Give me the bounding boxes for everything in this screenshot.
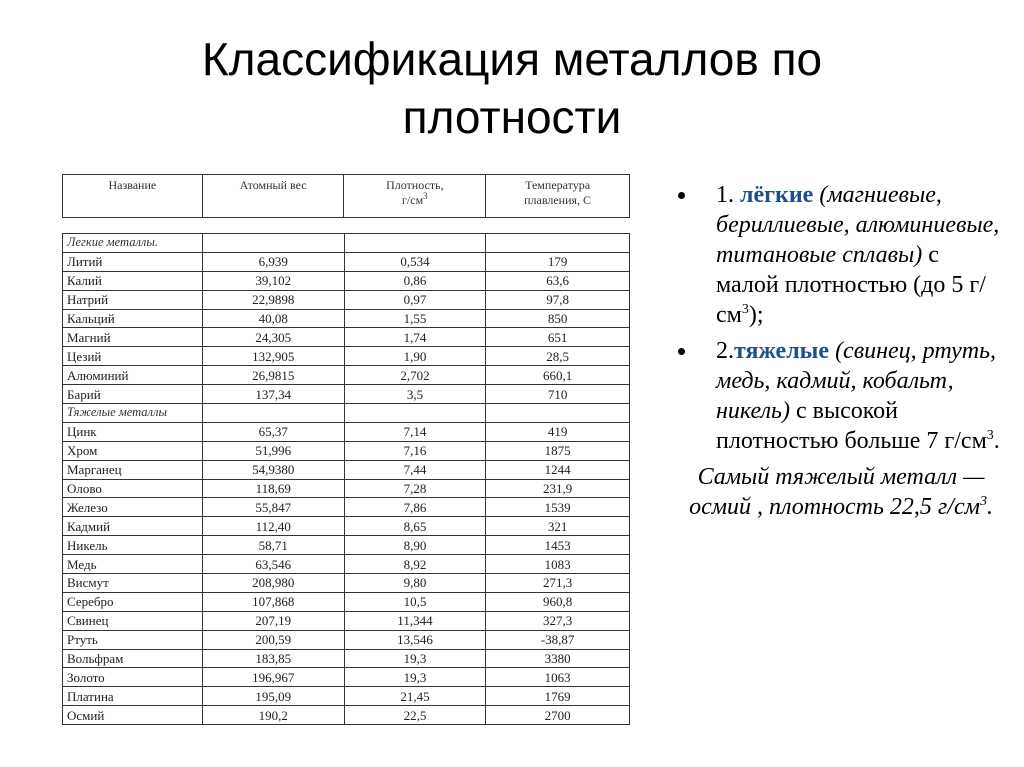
table-row — [63, 309, 630, 328]
metal-name-cell: Литий — [63, 252, 203, 271]
header-name: Название — [63, 175, 203, 218]
group-heavy-metals — [63, 404, 630, 423]
bullet-1-examples: (магниевые, бериллиевые, алюминиевые, титановые сплавы) — [716, 182, 1000, 268]
density-cell: 10,5 — [344, 592, 486, 611]
melting-temp-cell: -38,87 — [486, 630, 630, 649]
atomic-weight-cell: 190,2 — [202, 706, 344, 725]
metals-density-table — [58, 170, 634, 732]
atomic-weight-cell: 26,9815 — [202, 366, 344, 385]
atomic-weight-cell: 112,40 — [202, 517, 344, 536]
table-row — [63, 290, 630, 309]
melting-temp-cell: 321 — [486, 517, 630, 536]
bullet-light-metals — [676, 180, 1006, 330]
table-row — [63, 630, 630, 649]
density-cell: 2,702 — [344, 366, 486, 385]
metal-name-cell: Алюминий — [63, 366, 203, 385]
bullet-dot-icon — [678, 348, 685, 355]
density-cell: 19,3 — [344, 649, 486, 668]
metal-name-cell: Магний — [63, 328, 203, 347]
slide-title-line-2: плотности — [402, 91, 622, 143]
melting-temp-cell: 1244 — [486, 460, 630, 479]
table-header — [62, 174, 630, 218]
density-cell: 1,55 — [344, 309, 486, 328]
melting-temp-cell: 271,3 — [486, 574, 630, 593]
table-row — [63, 536, 630, 555]
bullet-2-sup: 3 — [986, 428, 994, 443]
metal-name-cell: Серебро — [63, 592, 203, 611]
header-density-unit: г/см — [401, 193, 424, 207]
metal-name-cell: Калий — [63, 271, 203, 290]
density-cell: 7,16 — [344, 441, 486, 460]
density-cell: 8,90 — [344, 536, 486, 555]
atomic-weight-cell: 6,939 — [202, 252, 344, 271]
atomic-weight-cell: 208,980 — [202, 574, 344, 593]
bullet-2-end: . — [993, 428, 1000, 454]
metal-name-cell: Медь — [63, 555, 203, 574]
melting-temp-cell: 179 — [486, 252, 630, 271]
melting-temp-cell: 1453 — [486, 536, 630, 555]
atomic-weight-cell: 200,59 — [202, 630, 344, 649]
table-row — [63, 460, 630, 479]
atomic-weight-cell: 39,102 — [202, 271, 344, 290]
melting-temp-cell: 63,6 — [486, 271, 630, 290]
osmium-note-end: . — [986, 494, 993, 520]
density-cell: 19,3 — [344, 668, 486, 687]
table-row — [63, 706, 630, 725]
density-cell: 22,5 — [344, 706, 486, 725]
density-cell: 8,92 — [344, 555, 486, 574]
metal-name-cell: Кальций — [63, 309, 203, 328]
table-row — [63, 252, 630, 271]
table-row — [63, 347, 630, 366]
metal-name-cell: Золото — [63, 668, 203, 687]
metal-name-cell: Вольфрам — [63, 649, 203, 668]
atomic-weight-cell: 55,847 — [202, 498, 344, 517]
melting-temp-cell: 3380 — [486, 649, 630, 668]
density-cell: 13,546 — [344, 630, 486, 649]
empty-cell — [202, 404, 344, 423]
metal-name-cell: Хром — [63, 441, 203, 460]
table-row — [63, 271, 630, 290]
empty-cell — [344, 234, 486, 253]
table-row — [63, 441, 630, 460]
density-cell: 7,86 — [344, 498, 486, 517]
melting-temp-cell: 1539 — [486, 498, 630, 517]
group-heavy-metals-label: Тяжелые металлы — [63, 404, 203, 423]
empty-cell — [202, 234, 344, 253]
empty-cell — [344, 404, 486, 423]
atomic-weight-cell: 207,19 — [202, 611, 344, 630]
density-cell: 3,5 — [344, 385, 486, 404]
table-row — [63, 592, 630, 611]
metal-name-cell: Ртуть — [63, 630, 203, 649]
melting-temp-cell: 710 — [486, 385, 630, 404]
osmium-note-text: Самый тяжелый металл — осмий , плотность 22,5 г/см — [689, 464, 985, 520]
atomic-weight-cell: 22,9898 — [202, 290, 344, 309]
melting-temp-cell: 850 — [486, 309, 630, 328]
melting-temp-cell: 1769 — [486, 687, 630, 706]
header-melting-line-1: Температура — [525, 178, 591, 192]
density-cell: 0,97 — [344, 290, 486, 309]
melting-temp-cell: 651 — [486, 328, 630, 347]
atomic-weight-cell: 51,996 — [202, 441, 344, 460]
atomic-weight-cell: 58,71 — [202, 536, 344, 555]
melting-temp-cell: 327,3 — [486, 611, 630, 630]
density-cell: 0,534 — [344, 252, 486, 271]
table-row — [63, 574, 630, 593]
table-row — [63, 385, 630, 404]
melting-temp-cell: 1063 — [486, 668, 630, 687]
bullet-2-number: 2. — [716, 338, 734, 364]
bullet-heavy-metals — [676, 336, 1006, 456]
table-row — [63, 668, 630, 687]
osmium-note-sup: 3 — [979, 494, 987, 509]
atomic-weight-cell: 24,305 — [202, 328, 344, 347]
empty-cell — [486, 234, 630, 253]
group-light-metals — [63, 234, 630, 253]
bullet-2-text: с высокой плотностью больше 7 г/см — [716, 398, 987, 454]
atomic-weight-cell: 40,08 — [202, 309, 344, 328]
slide-title-line-1: Классификация металлов по — [201, 33, 823, 85]
metal-name-cell: Свинец — [63, 611, 203, 630]
metal-name-cell: Кадмий — [63, 517, 203, 536]
metal-name-cell: Барий — [63, 385, 203, 404]
density-cell: 7,14 — [344, 422, 486, 441]
atomic-weight-cell: 65,37 — [202, 422, 344, 441]
density-cell: 1,74 — [344, 328, 486, 347]
melting-temp-cell: 660,1 — [486, 366, 630, 385]
table-row — [63, 555, 630, 574]
table-row — [63, 328, 630, 347]
melting-temp-cell: 28,5 — [486, 347, 630, 366]
density-cell: 0,86 — [344, 271, 486, 290]
table-row — [63, 517, 630, 536]
density-cell: 7,44 — [344, 460, 486, 479]
metal-name-cell: Цезий — [63, 347, 203, 366]
metal-name-cell: Висмут — [63, 574, 203, 593]
melting-temp-cell: 97,8 — [486, 290, 630, 309]
bullet-1-sup: 3 — [741, 302, 749, 317]
bullet-2-examples: (свинец, ртуть, медь, кадмий, кобальт, никель) — [716, 338, 997, 424]
table-row — [63, 649, 630, 668]
melting-temp-cell: 960,8 — [486, 592, 630, 611]
metal-name-cell: Цинк — [63, 422, 203, 441]
density-cell: 9,80 — [344, 574, 486, 593]
table-row — [63, 422, 630, 441]
table-row — [63, 687, 630, 706]
melting-temp-cell: 231,9 — [486, 479, 630, 498]
density-cell: 11,344 — [344, 611, 486, 630]
metal-name-cell: Олово — [63, 479, 203, 498]
osmium-note — [676, 462, 1006, 522]
bullet-1-text: с малой плотностью (до 5 г/см — [716, 242, 986, 328]
empty-cell — [486, 404, 630, 423]
atomic-weight-cell: 118,69 — [202, 479, 344, 498]
header-melting-temp — [486, 175, 630, 218]
density-cell: 1,90 — [344, 347, 486, 366]
melting-temp-cell: 1875 — [486, 441, 630, 460]
header-atomic-weight: Атомный вес — [202, 175, 344, 218]
metal-name-cell: Никель — [63, 536, 203, 555]
table-row — [63, 366, 630, 385]
bullet-dot-icon — [678, 192, 685, 199]
metal-name-cell: Натрий — [63, 290, 203, 309]
table-row — [63, 611, 630, 630]
bullet-list — [676, 180, 1006, 522]
header-melting-line-2: плавления, С — [524, 193, 592, 207]
atomic-weight-cell: 195,09 — [202, 687, 344, 706]
bullet-1-number: 1. — [716, 182, 740, 208]
density-cell: 21,45 — [344, 687, 486, 706]
metal-name-cell: Марганец — [63, 460, 203, 479]
atomic-weight-cell: 132,905 — [202, 347, 344, 366]
melting-temp-cell: 1083 — [486, 555, 630, 574]
header-density — [344, 175, 486, 218]
table-row — [63, 498, 630, 517]
density-cell: 7,28 — [344, 479, 486, 498]
density-cell: 8,65 — [344, 517, 486, 536]
atomic-weight-cell: 63,546 — [202, 555, 344, 574]
atomic-weight-cell: 54,9380 — [202, 460, 344, 479]
melting-temp-cell: 419 — [486, 422, 630, 441]
metal-name-cell: Осмий — [63, 706, 203, 725]
keyword-light: лёгкие — [740, 182, 814, 208]
atomic-weight-cell: 183,85 — [202, 649, 344, 668]
bullet-1-end: ); — [748, 302, 764, 328]
table-row — [63, 479, 630, 498]
metal-name-cell: Платина — [63, 687, 203, 706]
atomic-weight-cell: 137,34 — [202, 385, 344, 404]
header-density-unit-sup: 3 — [423, 191, 428, 201]
group-light-metals-label: Легкие металлы. — [63, 234, 203, 253]
atomic-weight-cell: 107,868 — [202, 592, 344, 611]
metal-name-cell: Железо — [63, 498, 203, 517]
header-density-line-1: Плотность, — [386, 178, 444, 192]
melting-temp-cell: 2700 — [486, 706, 630, 725]
table-body — [62, 233, 630, 725]
keyword-heavy: тяжелые — [734, 338, 830, 364]
slide-title — [0, 30, 1024, 146]
atomic-weight-cell: 196,967 — [202, 668, 344, 687]
